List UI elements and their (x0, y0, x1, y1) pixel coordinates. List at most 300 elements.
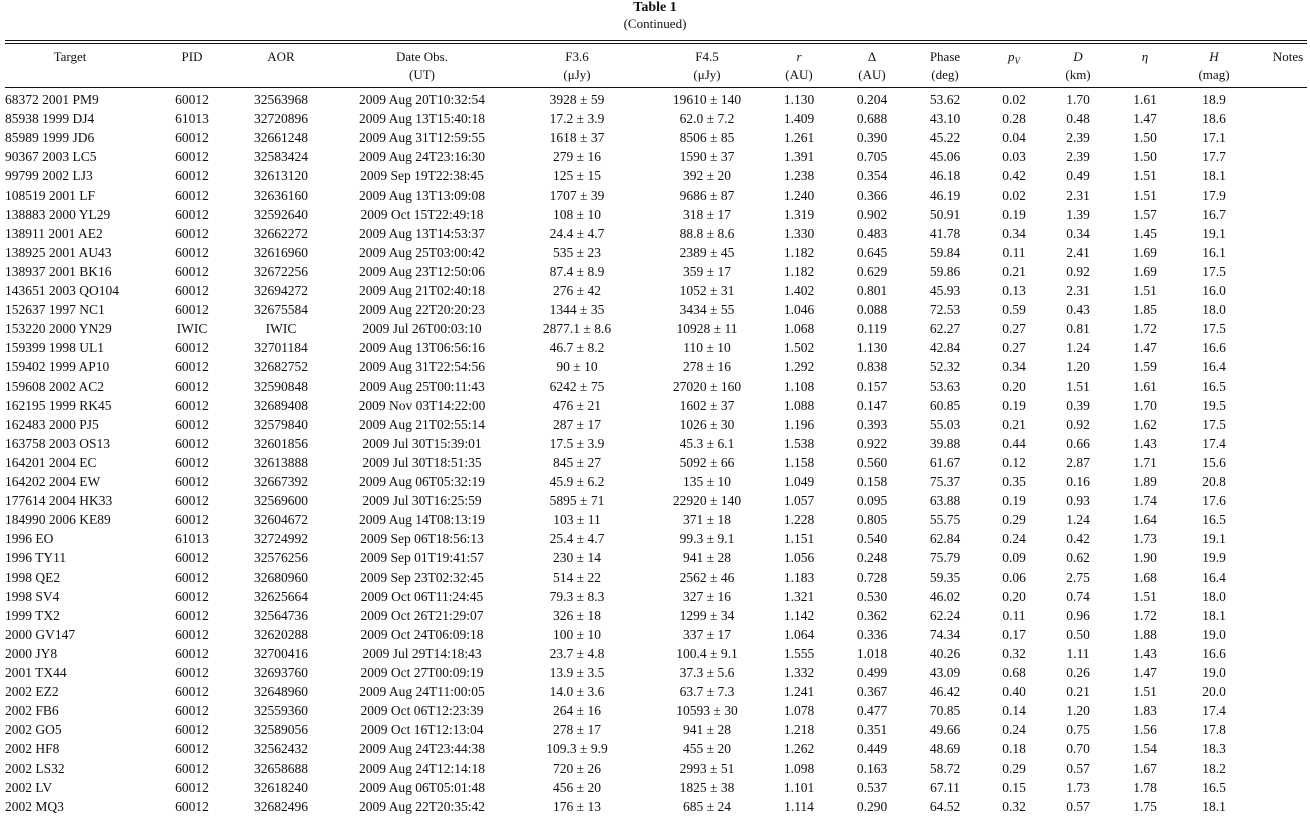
cell-f45: 2562 ± 46 (679, 570, 735, 585)
cell-phase: 49.66 (929, 722, 961, 737)
cell-d: 1.20 (1066, 359, 1090, 374)
cell-pid: 60012 (175, 359, 209, 374)
cell-date: 2009 Aug 22T20:35:42 (358, 799, 486, 814)
cell-pid: 60012 (175, 340, 209, 355)
cell-d: 0.81 (1066, 321, 1090, 336)
cell-target: 152637 1997 NC1 (5, 302, 105, 317)
cell-h: 19.1 (1202, 531, 1226, 546)
cell-delta: 0.095 (856, 493, 888, 508)
cell-aor: 32689408 (254, 398, 308, 413)
cell-d: 0.57 (1066, 761, 1090, 776)
cell-h: 16.4 (1202, 359, 1226, 374)
cell-aor: 32636160 (254, 188, 308, 203)
cell-h: 17.7 (1202, 149, 1226, 164)
cell-phase: 43.09 (929, 665, 961, 680)
cell-d: 2.41 (1066, 245, 1090, 260)
cell-pv: 0.21 (1002, 264, 1026, 279)
cell-date: 2009 Aug 31T22:54:56 (358, 359, 486, 374)
col-header-pid: PID (181, 49, 203, 64)
cell-phase: 42.84 (929, 340, 961, 355)
cell-date: 2009 Aug 20T10:32:54 (358, 92, 486, 107)
cell-date: 2009 Jul 29T14:18:43 (362, 646, 482, 661)
cell-h: 18.0 (1202, 302, 1226, 317)
col-header-eta: η (1141, 49, 1149, 64)
cell-pv: 0.27 (1002, 321, 1026, 336)
cell-f36: 103 ± 11 (553, 512, 601, 527)
cell-eta: 1.51 (1133, 684, 1157, 699)
cell-target: 138883 2000 YL29 (5, 207, 111, 222)
cell-aor: 32620288 (254, 627, 308, 642)
col-header-d: D (1073, 49, 1083, 64)
cell-aor: 32616960 (254, 245, 308, 260)
cell-delta: 0.367 (856, 684, 888, 699)
cell-f45: 3434 ± 55 (679, 302, 735, 317)
cell-eta: 1.64 (1133, 512, 1157, 527)
cell-eta: 1.59 (1133, 359, 1157, 374)
cell-target: 2002 HF8 (5, 741, 60, 756)
cell-date: 2009 Oct 06T11:24:45 (360, 589, 484, 604)
cell-h: 16.4 (1202, 570, 1226, 585)
cell-h: 16.1 (1202, 245, 1226, 260)
cell-d: 0.57 (1066, 799, 1090, 814)
col-unit-d: (km) (1065, 67, 1091, 82)
cell-h: 17.1 (1202, 130, 1226, 145)
cell-target: 138911 2001 AE2 (5, 226, 103, 241)
cell-delta: 0.362 (856, 608, 888, 623)
cell-pv: 0.40 (1002, 684, 1026, 699)
cell-date: 2009 Oct 26T21:29:07 (360, 608, 484, 623)
cell-date: 2009 Sep 06T18:56:13 (360, 531, 484, 546)
cell-pv: 0.32 (1002, 799, 1026, 814)
cell-r: 1.056 (783, 550, 815, 565)
cell-pid: 60012 (175, 703, 209, 718)
cell-f36: 1344 ± 35 (549, 302, 605, 317)
cell-date: 2009 Aug 25T03:00:42 (358, 245, 486, 260)
cell-eta: 1.47 (1133, 665, 1157, 680)
cell-target: 2002 FB6 (5, 703, 59, 718)
cell-pv: 0.13 (1002, 283, 1026, 298)
cell-aor: 32579840 (254, 417, 308, 432)
cell-phase: 46.18 (929, 168, 961, 183)
cell-eta: 1.51 (1133, 589, 1157, 604)
cell-h: 17.5 (1202, 321, 1226, 336)
col-header-pv-subscript: V (1014, 56, 1020, 66)
cell-h: 20.0 (1202, 684, 1226, 699)
cell-target: 1998 QE2 (5, 570, 61, 585)
cell-eta: 1.68 (1133, 570, 1157, 585)
cell-d: 2.39 (1066, 130, 1090, 145)
cell-phase: 58.72 (929, 761, 961, 776)
cell-delta: 0.157 (856, 379, 888, 394)
cell-f45: 1299 ± 34 (679, 608, 735, 623)
cell-pv: 0.29 (1002, 761, 1026, 776)
cell-date: 2009 Aug 24T23:16:30 (358, 149, 486, 164)
cell-date: 2009 Aug 13T14:53:37 (358, 226, 486, 241)
cell-date: 2009 Oct 16T12:13:04 (360, 722, 484, 737)
cell-f36: 279 ± 16 (553, 149, 601, 164)
cell-aor: 32583424 (254, 149, 308, 164)
col-unit-phase: (deg) (931, 67, 959, 82)
cell-pid: 60012 (175, 417, 209, 432)
cell-delta: 0.499 (856, 665, 888, 680)
col-unit-f36: (μJy) (563, 67, 591, 82)
cell-delta: 0.838 (856, 359, 888, 374)
cell-eta: 1.50 (1133, 149, 1157, 164)
cell-r: 1.130 (783, 92, 815, 107)
cell-delta: 0.540 (856, 531, 888, 546)
cell-r: 1.218 (783, 722, 815, 737)
cell-f45: 327 ± 16 (683, 589, 731, 604)
cell-delta: 0.922 (856, 436, 888, 451)
cell-date: 2009 Jul 30T15:39:01 (362, 436, 482, 451)
cell-eta: 1.45 (1133, 226, 1157, 241)
table-caption-subtitle: (Continued) (623, 16, 687, 31)
cell-target: 99799 2002 LJ3 (5, 168, 93, 183)
col-header-pv (1008, 48, 1020, 70)
cell-phase: 46.42 (929, 684, 961, 699)
cell-target: 2002 LV (5, 780, 53, 795)
cell-pid: 60012 (175, 474, 209, 489)
cell-phase: 60.85 (929, 398, 961, 413)
cell-r: 1.241 (783, 684, 815, 699)
cell-pid: 60012 (175, 168, 209, 183)
cell-h: 16.6 (1202, 340, 1226, 355)
cell-d: 0.93 (1066, 493, 1090, 508)
cell-eta: 1.69 (1133, 264, 1157, 279)
cell-aor: 32590848 (254, 379, 308, 394)
cell-date: 2009 Oct 27T00:09:19 (360, 665, 484, 680)
cell-h: 16.5 (1202, 780, 1226, 795)
cell-f45: 318 ± 17 (683, 207, 731, 222)
cell-date: 2009 Aug 13T06:56:16 (358, 340, 486, 355)
col-header-aor: AOR (267, 49, 295, 64)
cell-pv: 0.15 (1002, 780, 1026, 795)
cell-pid: 60012 (175, 665, 209, 680)
cell-date: 2009 Aug 13T15:40:18 (358, 111, 486, 126)
cell-r: 1.319 (783, 207, 815, 222)
cell-pv: 0.02 (1002, 188, 1026, 203)
cell-pid: 60012 (175, 550, 209, 565)
cell-eta: 1.57 (1133, 207, 1157, 222)
cell-date: 2009 Nov 03T14:22:00 (358, 398, 486, 413)
cell-eta: 1.70 (1133, 398, 1157, 413)
cell-f45: 37.3 ± 5.6 (679, 665, 735, 680)
cell-h: 19.9 (1202, 550, 1226, 565)
cell-f36: 79.3 ± 8.3 (549, 589, 605, 604)
cell-pid: 60012 (175, 130, 209, 145)
cell-r: 1.114 (784, 799, 814, 814)
cell-f45: 110 ± 10 (683, 340, 731, 355)
cell-h: 16.0 (1202, 283, 1226, 298)
cell-eta: 1.78 (1133, 780, 1157, 795)
cell-f45: 10593 ± 30 (676, 703, 738, 718)
cell-pv: 0.11 (1002, 608, 1026, 623)
cell-pv: 0.42 (1002, 168, 1026, 183)
cell-target: 138937 2001 BK16 (5, 264, 112, 279)
cell-aor: 32658688 (254, 761, 308, 776)
cell-d: 0.92 (1066, 417, 1090, 432)
cell-delta: 0.629 (856, 264, 888, 279)
cell-eta: 1.74 (1133, 493, 1157, 508)
cell-phase: 62.84 (929, 531, 961, 546)
cell-phase: 46.19 (929, 188, 961, 203)
col-header-pv-symbol: p (1008, 49, 1015, 64)
col-header-f36: F3.6 (565, 49, 589, 64)
cell-f45: 22920 ± 140 (672, 493, 742, 508)
cell-r: 1.538 (783, 436, 815, 451)
cell-target: 143651 2003 QO104 (5, 283, 119, 298)
cell-delta: 0.354 (856, 168, 888, 183)
cell-aor: 32613888 (254, 455, 308, 470)
cell-pv: 0.11 (1002, 245, 1026, 260)
cell-r: 1.196 (783, 417, 815, 432)
cell-pv: 0.32 (1002, 646, 1026, 661)
cell-r: 1.240 (783, 188, 815, 203)
cell-target: 2001 TX44 (5, 665, 67, 680)
cell-pid: 60012 (175, 570, 209, 585)
col-header-r: r (796, 49, 802, 64)
cell-aor: 32680960 (254, 570, 308, 585)
cell-h: 16.5 (1202, 512, 1226, 527)
cell-d: 0.43 (1066, 302, 1090, 317)
cell-eta: 1.90 (1133, 550, 1157, 565)
cell-f36: 176 ± 13 (553, 799, 601, 814)
cell-aor: 32563968 (254, 92, 308, 107)
cell-pid: 60012 (175, 302, 209, 317)
cell-eta: 1.88 (1133, 627, 1157, 642)
cell-pid: 60012 (175, 207, 209, 222)
cell-f45: 1825 ± 38 (679, 780, 735, 795)
cell-f36: 45.9 ± 6.2 (549, 474, 605, 489)
cell-delta: 0.393 (856, 417, 888, 432)
cell-pid: 60012 (175, 761, 209, 776)
cell-pid: 60012 (175, 493, 209, 508)
cell-d: 1.39 (1066, 207, 1090, 222)
cell-h: 18.1 (1202, 168, 1226, 183)
cell-date: 2009 Oct 24T06:09:18 (360, 627, 484, 642)
cell-eta: 1.89 (1133, 474, 1157, 489)
col-header-phase: Phase (929, 49, 961, 64)
cell-phase: 72.53 (929, 302, 961, 317)
cell-f45: 941 ± 28 (683, 550, 731, 565)
cell-eta: 1.43 (1133, 436, 1157, 451)
cell-pv: 0.34 (1002, 226, 1026, 241)
cell-d: 0.39 (1066, 398, 1090, 413)
cell-aor: 32648960 (254, 684, 308, 699)
col-unit-r: (AU) (785, 67, 813, 82)
cell-f45: 278 ± 16 (683, 359, 731, 374)
cell-f36: 24.4 ± 4.7 (549, 226, 605, 241)
cell-pid: 60012 (175, 188, 209, 203)
cell-target: 164202 2004 EW (5, 474, 101, 489)
cell-pv: 0.09 (1002, 550, 1026, 565)
cell-date: 2009 Jul 26T00:03:10 (362, 321, 482, 336)
cell-target: 163758 2003 OS13 (5, 436, 111, 451)
cell-target: 159399 1998 UL1 (5, 340, 104, 355)
cell-phase: 55.75 (929, 512, 961, 527)
cell-r: 1.046 (783, 302, 815, 317)
cell-delta: 0.119 (857, 321, 887, 336)
cell-delta: 0.366 (856, 188, 888, 203)
cell-d: 0.74 (1066, 589, 1090, 604)
cell-date: 2009 Aug 24T12:14:18 (358, 761, 486, 776)
cell-target: 164201 2004 EC (5, 455, 97, 470)
cell-pv: 0.59 (1002, 302, 1026, 317)
cell-r: 1.098 (783, 761, 815, 776)
cell-f36: 476 ± 21 (553, 398, 601, 413)
cell-target: 184990 2006 KE89 (5, 512, 111, 527)
cell-d: 0.50 (1066, 627, 1090, 642)
cell-f45: 1026 ± 30 (679, 417, 735, 432)
cell-f36: 13.9 ± 3.5 (549, 665, 605, 680)
cell-h: 17.4 (1202, 436, 1226, 451)
cell-phase: 41.78 (929, 226, 961, 241)
cell-phase: 55.03 (929, 417, 961, 432)
cell-pid: 61013 (175, 111, 209, 126)
col-header-notes: Notes (1272, 49, 1304, 64)
cell-pv: 0.20 (1002, 589, 1026, 604)
cell-d: 0.49 (1066, 168, 1090, 183)
cell-f45: 100.4 ± 9.1 (676, 646, 738, 661)
table-caption-title: Table 1 (633, 0, 677, 15)
cell-d: 0.42 (1066, 531, 1090, 546)
col-unit-date: (UT) (409, 67, 435, 82)
cell-phase: 40.26 (929, 646, 961, 661)
cell-date: 2009 Aug 25T00:11:43 (359, 379, 485, 394)
cell-d: 0.70 (1066, 741, 1090, 756)
cell-phase: 59.35 (929, 570, 961, 585)
cell-aor: 32675584 (254, 302, 308, 317)
cell-eta: 1.47 (1133, 111, 1157, 126)
cell-aor: 32724992 (254, 531, 308, 546)
cell-f36: 535 ± 23 (553, 245, 601, 260)
cell-pv: 0.19 (1002, 398, 1026, 413)
cell-delta: 0.560 (856, 455, 888, 470)
cell-h: 17.9 (1202, 188, 1226, 203)
cell-target: 1998 SV4 (5, 589, 60, 604)
cell-r: 1.068 (783, 321, 815, 336)
cell-f36: 3928 ± 59 (549, 92, 605, 107)
cell-pv: 0.04 (1002, 130, 1026, 145)
cell-h: 17.6 (1202, 493, 1226, 508)
cell-aor: 32601856 (254, 436, 308, 451)
cell-f36: 23.7 ± 4.8 (549, 646, 605, 661)
cell-eta: 1.50 (1133, 130, 1157, 145)
cell-f36: 276 ± 42 (553, 283, 601, 298)
cell-target: 2002 GO5 (5, 722, 62, 737)
cell-f45: 10928 ± 11 (676, 321, 738, 336)
cell-f36: 108 ± 10 (553, 207, 601, 222)
cell-pv: 0.34 (1002, 359, 1026, 374)
cell-delta: 0.390 (856, 130, 888, 145)
cell-h: 19.1 (1202, 226, 1226, 241)
cell-delta: 0.477 (856, 703, 888, 718)
cell-h: 19.0 (1202, 665, 1226, 680)
cell-date: 2009 Aug 31T12:59:55 (358, 130, 486, 145)
cell-aor: 32720896 (254, 111, 308, 126)
cell-pid: 60012 (175, 608, 209, 623)
cell-h: 17.5 (1202, 417, 1226, 432)
cell-f36: 230 ± 14 (553, 550, 601, 565)
cell-h: 19.0 (1202, 627, 1226, 642)
cell-date: 2009 Sep 23T02:32:45 (360, 570, 484, 585)
cell-f36: 90 ± 10 (556, 359, 598, 374)
cell-delta: 1.018 (856, 646, 888, 661)
cell-eta: 1.43 (1133, 646, 1157, 661)
cell-d: 0.75 (1066, 722, 1090, 737)
cell-h: 17.4 (1202, 703, 1226, 718)
cell-aor: 32693760 (254, 665, 308, 680)
cell-r: 1.321 (783, 589, 815, 604)
cell-pid: 60012 (175, 455, 209, 470)
cell-eta: 1.85 (1133, 302, 1157, 317)
cell-aor: 32682752 (254, 359, 308, 374)
cell-pv: 0.24 (1002, 531, 1026, 546)
cell-h: 20.8 (1202, 474, 1226, 489)
cell-aor: 32694272 (254, 283, 308, 298)
cell-pv: 0.20 (1002, 379, 1026, 394)
cell-h: 18.0 (1202, 589, 1226, 604)
cell-h: 18.1 (1202, 799, 1226, 814)
cell-f36: 125 ± 15 (553, 168, 601, 183)
cell-date: 2009 Jul 30T18:51:35 (362, 455, 482, 470)
cell-delta: 0.204 (856, 92, 888, 107)
cell-f36: 264 ± 16 (553, 703, 601, 718)
cell-pv: 0.12 (1002, 455, 1026, 470)
cell-eta: 1.69 (1133, 245, 1157, 260)
cell-d: 0.62 (1066, 550, 1090, 565)
cell-d: 0.66 (1066, 436, 1090, 451)
cell-d: 1.70 (1066, 92, 1090, 107)
cell-d: 1.51 (1066, 379, 1090, 394)
cell-f45: 19610 ± 140 (672, 92, 742, 107)
cell-delta: 0.158 (856, 474, 888, 489)
cell-f45: 88.8 ± 8.6 (679, 226, 735, 241)
cell-delta: 0.449 (856, 741, 888, 756)
cell-h: 18.6 (1202, 111, 1226, 126)
cell-date: 2009 Aug 21T02:55:14 (358, 417, 486, 432)
cell-phase: 45.93 (929, 283, 961, 298)
cell-r: 1.101 (783, 780, 815, 795)
cell-d: 0.34 (1066, 226, 1090, 241)
cell-r: 1.409 (783, 111, 815, 126)
cell-target: 162483 2000 PJ5 (5, 417, 99, 432)
cell-eta: 1.72 (1133, 608, 1157, 623)
cell-f36: 17.2 ± 3.9 (549, 111, 605, 126)
cell-f45: 99.3 ± 9.1 (679, 531, 735, 546)
cell-delta: 0.728 (856, 570, 888, 585)
cell-pid: 60012 (175, 283, 209, 298)
cell-aor: 32672256 (254, 264, 308, 279)
cell-pv: 0.28 (1002, 111, 1026, 126)
cell-aor: 32661248 (254, 130, 308, 145)
cell-delta: 0.351 (856, 722, 888, 737)
cell-pv: 0.18 (1002, 741, 1026, 756)
cell-delta: 0.163 (856, 761, 888, 776)
cell-aor: 32618240 (254, 780, 308, 795)
cell-target: 1999 TX2 (5, 608, 60, 623)
cell-r: 1.158 (783, 455, 815, 470)
cell-f36: 720 ± 26 (553, 761, 601, 776)
cell-aor: 32700416 (254, 646, 308, 661)
cell-aor: 32662272 (254, 226, 308, 241)
cell-f45: 1052 ± 31 (679, 283, 735, 298)
cell-date: 2009 Aug 23T12:50:06 (358, 264, 486, 279)
cell-aor: 32613120 (254, 168, 308, 183)
cell-f36: 46.7 ± 8.2 (549, 340, 605, 355)
cell-eta: 1.54 (1133, 741, 1157, 756)
cell-r: 1.330 (783, 226, 815, 241)
